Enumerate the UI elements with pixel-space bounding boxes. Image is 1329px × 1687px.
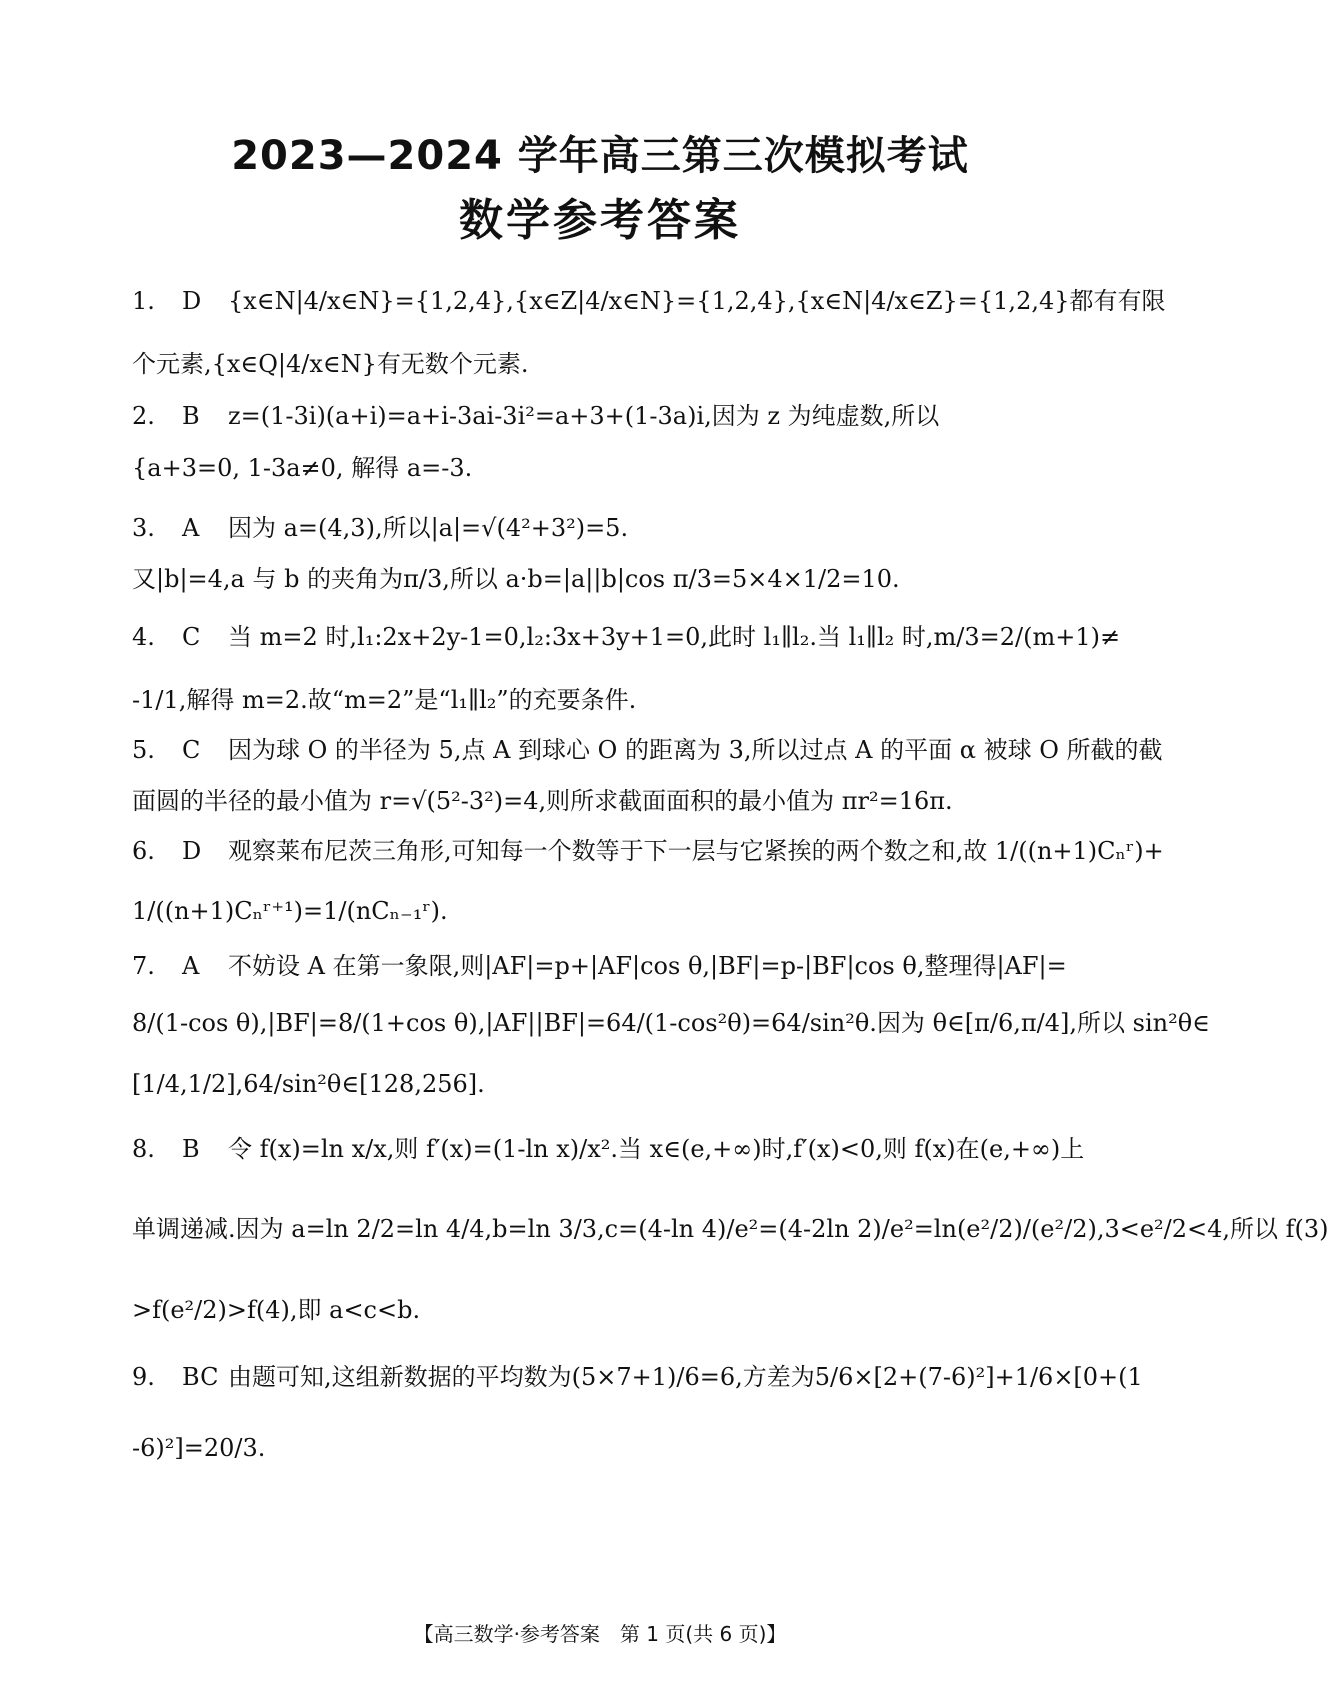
answer-3-line-1 (132, 512, 628, 544)
question-number: 4. (132, 623, 155, 651)
answer-9-line-2: -6)²]=20/3. (132, 1434, 266, 1462)
answer-8-line-3: >f(e²/2)>f(4),即 a<c<b. (132, 1296, 421, 1324)
exam-subtitle: 数学参考答案 (459, 195, 741, 246)
question-number: 9. (132, 1363, 155, 1391)
answer-6-line-2: 1/((n+1)Cₙʳ⁺¹)=1/(nCₙ₋₁ʳ). (132, 897, 448, 925)
answer-text: 因为 a=(4,3),所以|a|=√(4²+3²)=5. (228, 514, 629, 542)
page-footer: 【高三数学·参考答案 第 1 页(共 6 页)】 (413, 1622, 787, 1646)
answer-choice: C (182, 736, 201, 764)
exam-title: 2023—2024 学年高三第三次模拟考试 (231, 133, 969, 179)
answer-text: 由题可知,这组新数据的平均数为(5×7+1)/6=6,方差为5/6×[2+(7-6)²]+1/6×[0+(1 (228, 1363, 1143, 1391)
answer-choice: A (182, 514, 200, 542)
answer-9-line-1 (132, 1361, 1143, 1393)
question-number: 6. (132, 837, 155, 865)
answer-text: 不妨设 A 在第一象限,则|AF|=p+|AF|cos θ,|BF|=p-|BF|cos θ,整理得|AF|= (228, 952, 1067, 980)
answer-7-line-3: [1/4,1/2],64/sin²θ∈[128,256]. (132, 1070, 485, 1098)
question-number: 3. (132, 514, 155, 542)
answer-text: 因为球 O 的半径为 5,点 A 到球心 O 的距离为 3,所以过点 A 的平面 α 被球 O 所截的截 (228, 736, 1163, 764)
answer-6-line-1 (132, 835, 1164, 867)
question-number: 8. (132, 1135, 155, 1163)
answer-5-line-2: 面圆的半径的最小值为 r=√(5²-3²)=4,则所求截面面积的最小值为 πr²=16π. (132, 787, 953, 815)
answer-choice: D (182, 287, 202, 315)
answer-choice: D (182, 837, 202, 865)
answer-2-line-2: {a+3=0, 1-3a≠0, 解得 a=-3. (132, 454, 473, 482)
answer-choice: BC (182, 1363, 219, 1391)
question-number: 5. (132, 736, 155, 764)
answer-7-line-1 (132, 950, 1067, 982)
answer-choice: B (182, 1135, 200, 1163)
answer-2-line-1 (132, 400, 939, 432)
answer-5-line-1 (132, 734, 1163, 766)
answer-choice: B (182, 402, 200, 430)
answer-choice: C (182, 623, 201, 651)
answer-1-line-2: 个元素,{x∈Q|4/x∈N}有无数个元素. (132, 350, 529, 378)
answer-text: z=(1-3i)(a+i)=a+i-3ai-3i²=a+3+(1-3a)i,因为 z 为纯虚数,所以 (228, 402, 940, 430)
answer-4-line-2: -1/1,解得 m=2.故“m=2”是“l₁∥l₂”的充要条件. (132, 686, 637, 714)
answer-text: 当 m=2 时,l₁:2x+2y-1=0,l₂:3x+3y+1=0,此时 l₁∥l₂.当 l₁∥l₂ 时,m/3=2/(m+1)≠ (228, 623, 1121, 651)
answer-choice: A (182, 952, 200, 980)
question-number: 7. (132, 952, 155, 980)
answer-3-line-2: 又|b|=4,a 与 b 的夹角为π/3,所以 a·b=|a||b|cos π/3=5×4×1/2=10. (132, 565, 900, 593)
answer-1-line-1 (132, 285, 1166, 317)
question-number: 2. (132, 402, 155, 430)
answer-text: 观察莱布尼茨三角形,可知每一个数等于下一层与它紧挨的两个数之和,故 1/((n+1)Cₙʳ)+ (228, 837, 1164, 865)
answer-7-line-2: 8/(1-cos θ),|BF|=8/(1+cos θ),|AF||BF|=64/(1-cos²θ)=64/sin²θ.因为 θ∈[π/6,π/4],所以 sin²θ∈ (132, 1009, 1210, 1037)
answer-text: {x∈N|4/x∈N}={1,2,4},{x∈Z|4/x∈N}={1,2,4},{x∈N|4/x∈Z}={1,2,4}都有有限 (228, 287, 1166, 315)
answer-text: 令 f(x)=ln x/x,则 f′(x)=(1-ln x)/x².当 x∈(e,+∞)时,f′(x)<0,则 f(x)在(e,+∞)上 (228, 1135, 1085, 1163)
answer-8-line-2: 单调递减.因为 a=ln 2/2=ln 4/4,b=ln 3/3,c=(4-ln 4)/e²=(4-2ln 2)/e²=ln(e²/2)/(e²/2),3<e²/2<4,所以 f(3) (132, 1215, 1329, 1243)
answer-4-line-1 (132, 621, 1120, 653)
question-number: 1. (132, 287, 155, 315)
answer-8-line-1 (132, 1133, 1084, 1165)
